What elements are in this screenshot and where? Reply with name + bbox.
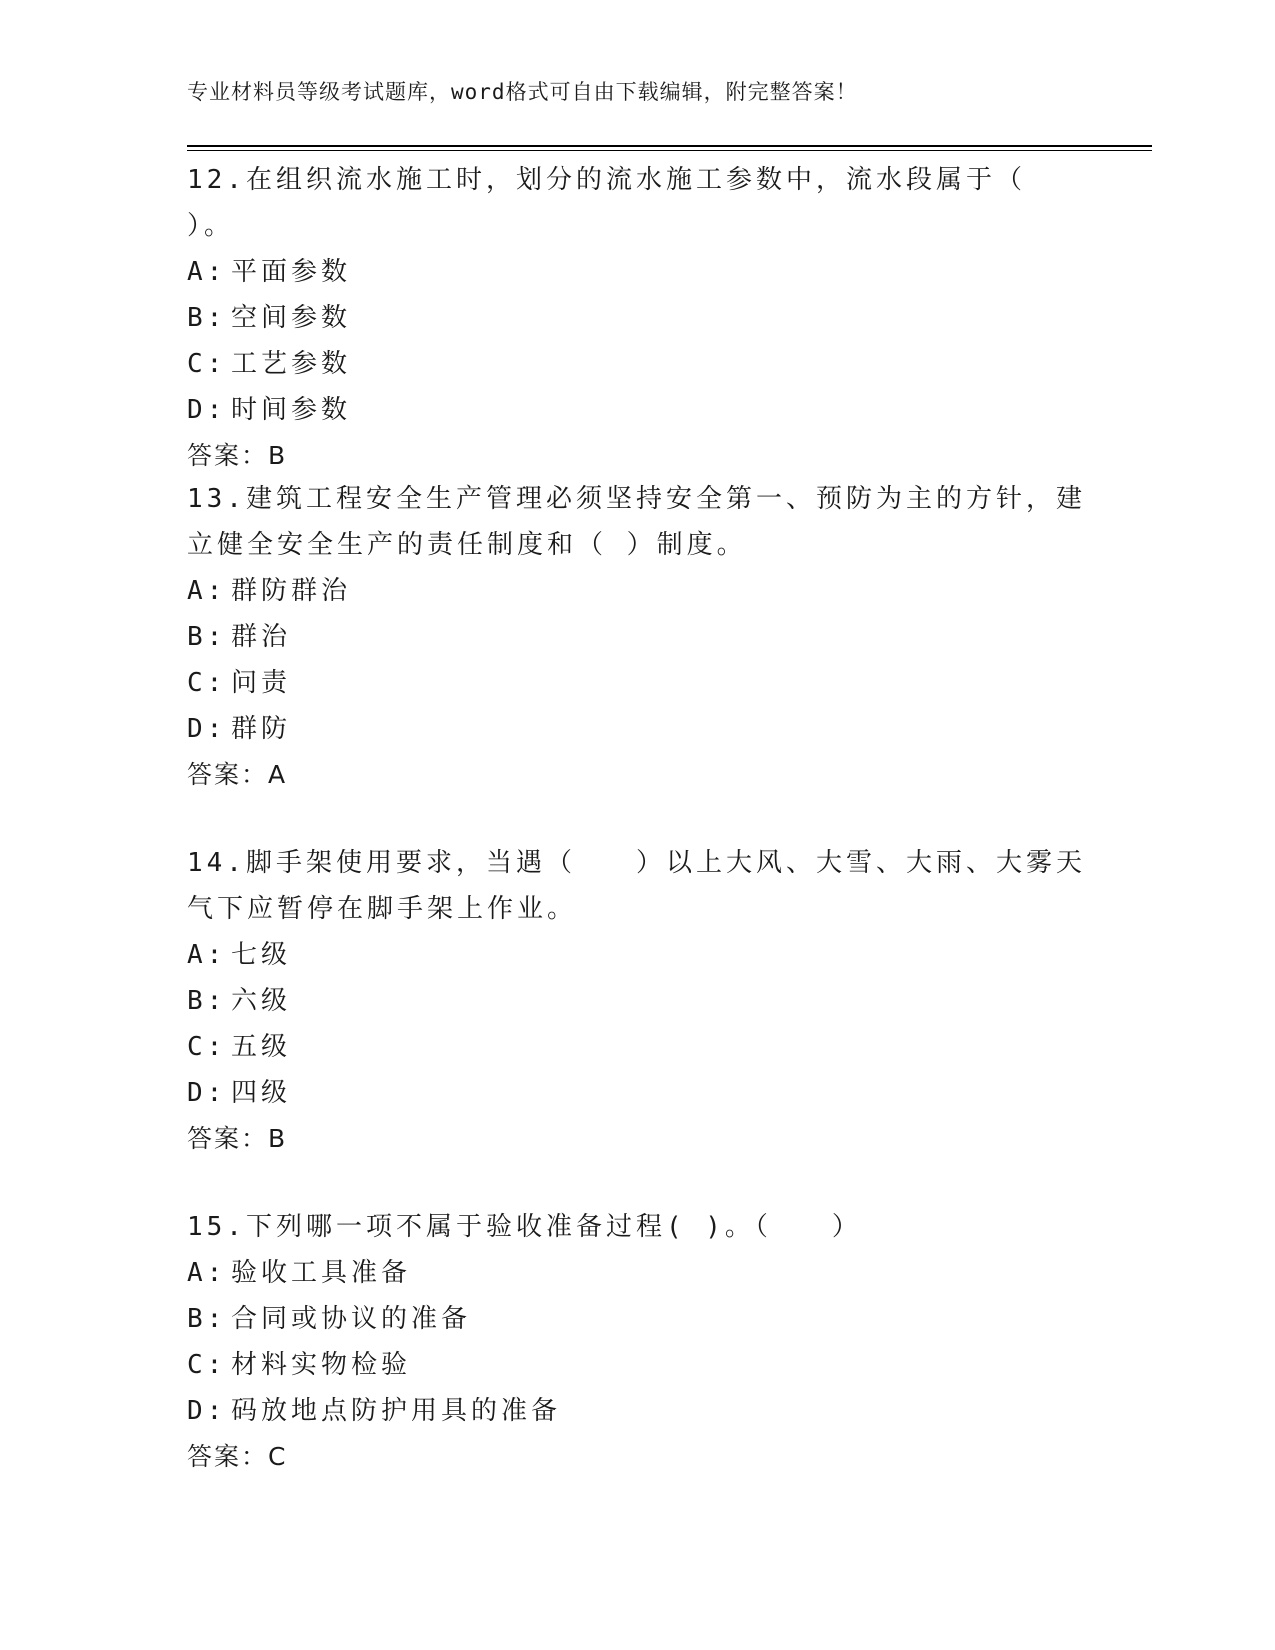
- option-letter: B:: [187, 1304, 227, 1334]
- option-letter: D:: [187, 1078, 227, 1108]
- header-divider: [187, 145, 1152, 151]
- option-text: 材料实物检验: [231, 1350, 412, 1380]
- option-text: 时间参数: [231, 395, 352, 425]
- option-c: [187, 341, 1087, 387]
- option-a: [187, 932, 1087, 978]
- option-letter: A:: [187, 257, 227, 287]
- option-a: [187, 1250, 1087, 1296]
- option-text: 验收工具准备: [231, 1258, 412, 1288]
- option-letter: D:: [187, 714, 227, 744]
- option-text: 群治: [231, 622, 292, 652]
- option-d: [187, 1070, 1087, 1116]
- option-letter: D:: [187, 1396, 227, 1426]
- option-a: [187, 249, 1087, 295]
- question-12: [187, 157, 1087, 479]
- option-b: [187, 295, 1087, 341]
- option-letter: B:: [187, 622, 227, 652]
- header-note: 专业材料员等级考试题库，word格式可自由下载编辑，附完整答案！: [187, 80, 858, 104]
- option-text: 五级: [231, 1032, 292, 1062]
- answer-line: 答案：A: [187, 760, 288, 789]
- option-text: 七级: [231, 940, 292, 970]
- option-text: 问责: [231, 668, 292, 698]
- question-stem: 13.建筑工程安全生产管理必须坚持安全第一、预防为主的方针，建立健全安全生产的责任制度和（ ）制度。: [187, 484, 1086, 560]
- option-letter: A:: [187, 576, 227, 606]
- option-b: [187, 1296, 1087, 1342]
- option-text: 四级: [231, 1078, 292, 1108]
- option-text: 群防: [231, 714, 292, 744]
- question-stem: 12.在组织流水施工时，划分的流水施工参数中，流水段属于（ ）。: [187, 165, 1046, 241]
- question-stem: 15.下列哪一项不属于验收准备过程( )。（ ）: [187, 1212, 862, 1242]
- option-b: [187, 978, 1087, 1024]
- option-letter: B:: [187, 303, 227, 333]
- option-letter: D:: [187, 395, 227, 425]
- option-text: 工艺参数: [231, 349, 352, 379]
- option-letter: C:: [187, 349, 227, 379]
- question-13: [187, 476, 1087, 798]
- answer-line: 答案：B: [187, 1124, 288, 1153]
- question-stem: 14.脚手架使用要求，当遇（ ）以上大风、大雪、大雨、大雾天气下应暂停在脚手架上作业。: [187, 848, 1086, 924]
- option-text: 六级: [231, 986, 292, 1016]
- option-letter: A:: [187, 940, 227, 970]
- option-text: 平面参数: [231, 257, 352, 287]
- option-c: [187, 1342, 1087, 1388]
- option-d: [187, 1388, 1087, 1434]
- option-d: [187, 387, 1087, 433]
- option-letter: C:: [187, 1032, 227, 1062]
- option-d: [187, 706, 1087, 752]
- option-b: [187, 614, 1087, 660]
- option-letter: C:: [187, 668, 227, 698]
- option-a: [187, 568, 1087, 614]
- option-c: [187, 660, 1087, 706]
- option-c: [187, 1024, 1087, 1070]
- option-text: 合同或协议的准备: [231, 1304, 472, 1334]
- option-letter: C:: [187, 1350, 227, 1380]
- answer-line: 答案：B: [187, 441, 288, 470]
- option-letter: B:: [187, 986, 227, 1016]
- answer-line: 答案：C: [187, 1442, 288, 1471]
- option-text: 空间参数: [231, 303, 352, 333]
- option-text: 码放地点防护用具的准备: [231, 1396, 562, 1426]
- question-14: [187, 840, 1087, 1162]
- question-15: [187, 1204, 1087, 1480]
- option-letter: A:: [187, 1258, 227, 1288]
- option-text: 群防群治: [231, 576, 352, 606]
